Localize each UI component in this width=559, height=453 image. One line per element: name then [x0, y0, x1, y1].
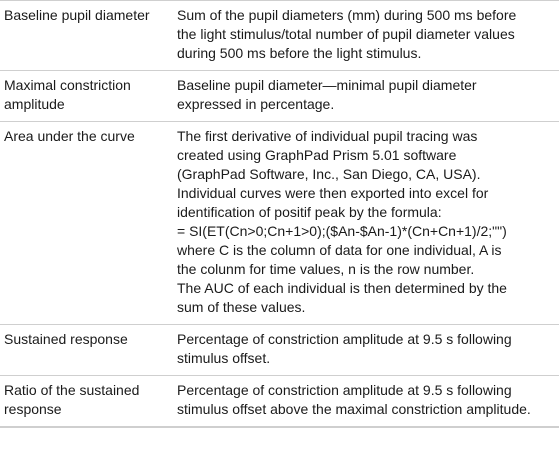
- term-text: Baseline pupil diameter: [4, 7, 150, 23]
- definition-text: The AUC of each individual is then determined by the: [177, 280, 507, 296]
- table-row: [0, 71, 559, 122]
- definition-text: Percentage of constriction amplitude at 9.5 s following: [177, 331, 512, 347]
- definition-text: (GraphPad Software, Inc., San Diego, CA, USA).: [177, 166, 481, 182]
- term-text: Sustained response: [4, 331, 128, 347]
- term-text: amplitude: [4, 96, 65, 112]
- definition-text: sum of these values.: [177, 299, 306, 315]
- definition-text: the light stimulus/total number of pupil diameter values: [177, 26, 515, 42]
- term-text: response: [4, 401, 62, 417]
- definition-text: where C is the column of data for one individual, A is: [177, 242, 502, 258]
- definition-cell: [168, 122, 559, 325]
- definition-text: Individual curves were then exported into excel for: [177, 185, 489, 201]
- formula-text: = SI(ET(Cn>0;Cn+1>0);($An-$An-1)*(Cn+Cn+1)/2;""): [177, 223, 507, 239]
- term-cell: [0, 1, 168, 71]
- definition-text: during 500 ms before the light stimulus.: [177, 45, 422, 61]
- definition-cell: [168, 325, 559, 376]
- table-row: [0, 1, 559, 71]
- table-row: [0, 122, 559, 325]
- definition-text: Percentage of constriction amplitude at 9.5 s following: [177, 382, 512, 398]
- table-row: [0, 376, 559, 428]
- definition-cell: [168, 71, 559, 122]
- definition-text: stimulus offset above the maximal constriction amplitude.: [177, 401, 531, 417]
- definition-text: stimulus offset.: [177, 350, 271, 366]
- term-cell: [0, 122, 168, 325]
- definition-text: the colunm for time values, n is the row number.: [177, 261, 475, 277]
- definition-cell: [168, 376, 559, 428]
- definition-text: created using GraphPad Prism 5.01 software: [177, 147, 457, 163]
- definition-text: Sum of the pupil diameters (mm) during 500 ms before: [177, 7, 517, 23]
- term-text: Maximal constriction: [4, 77, 131, 93]
- term-text: Area under the curve: [4, 128, 135, 144]
- definition-text: Baseline pupil diameter—minimal pupil diameter: [177, 77, 477, 93]
- term-cell: [0, 325, 168, 376]
- table-row: [0, 325, 559, 376]
- term-cell: [0, 71, 168, 122]
- definition-cell: [168, 1, 559, 71]
- term-cell: [0, 376, 168, 428]
- term-text: Ratio of the sustained: [4, 382, 140, 398]
- definition-text: identification of positif peak by the formula:: [177, 204, 442, 220]
- definition-text: The first derivative of individual pupil tracing was: [177, 128, 478, 144]
- definition-text: expressed in percentage.: [177, 96, 335, 112]
